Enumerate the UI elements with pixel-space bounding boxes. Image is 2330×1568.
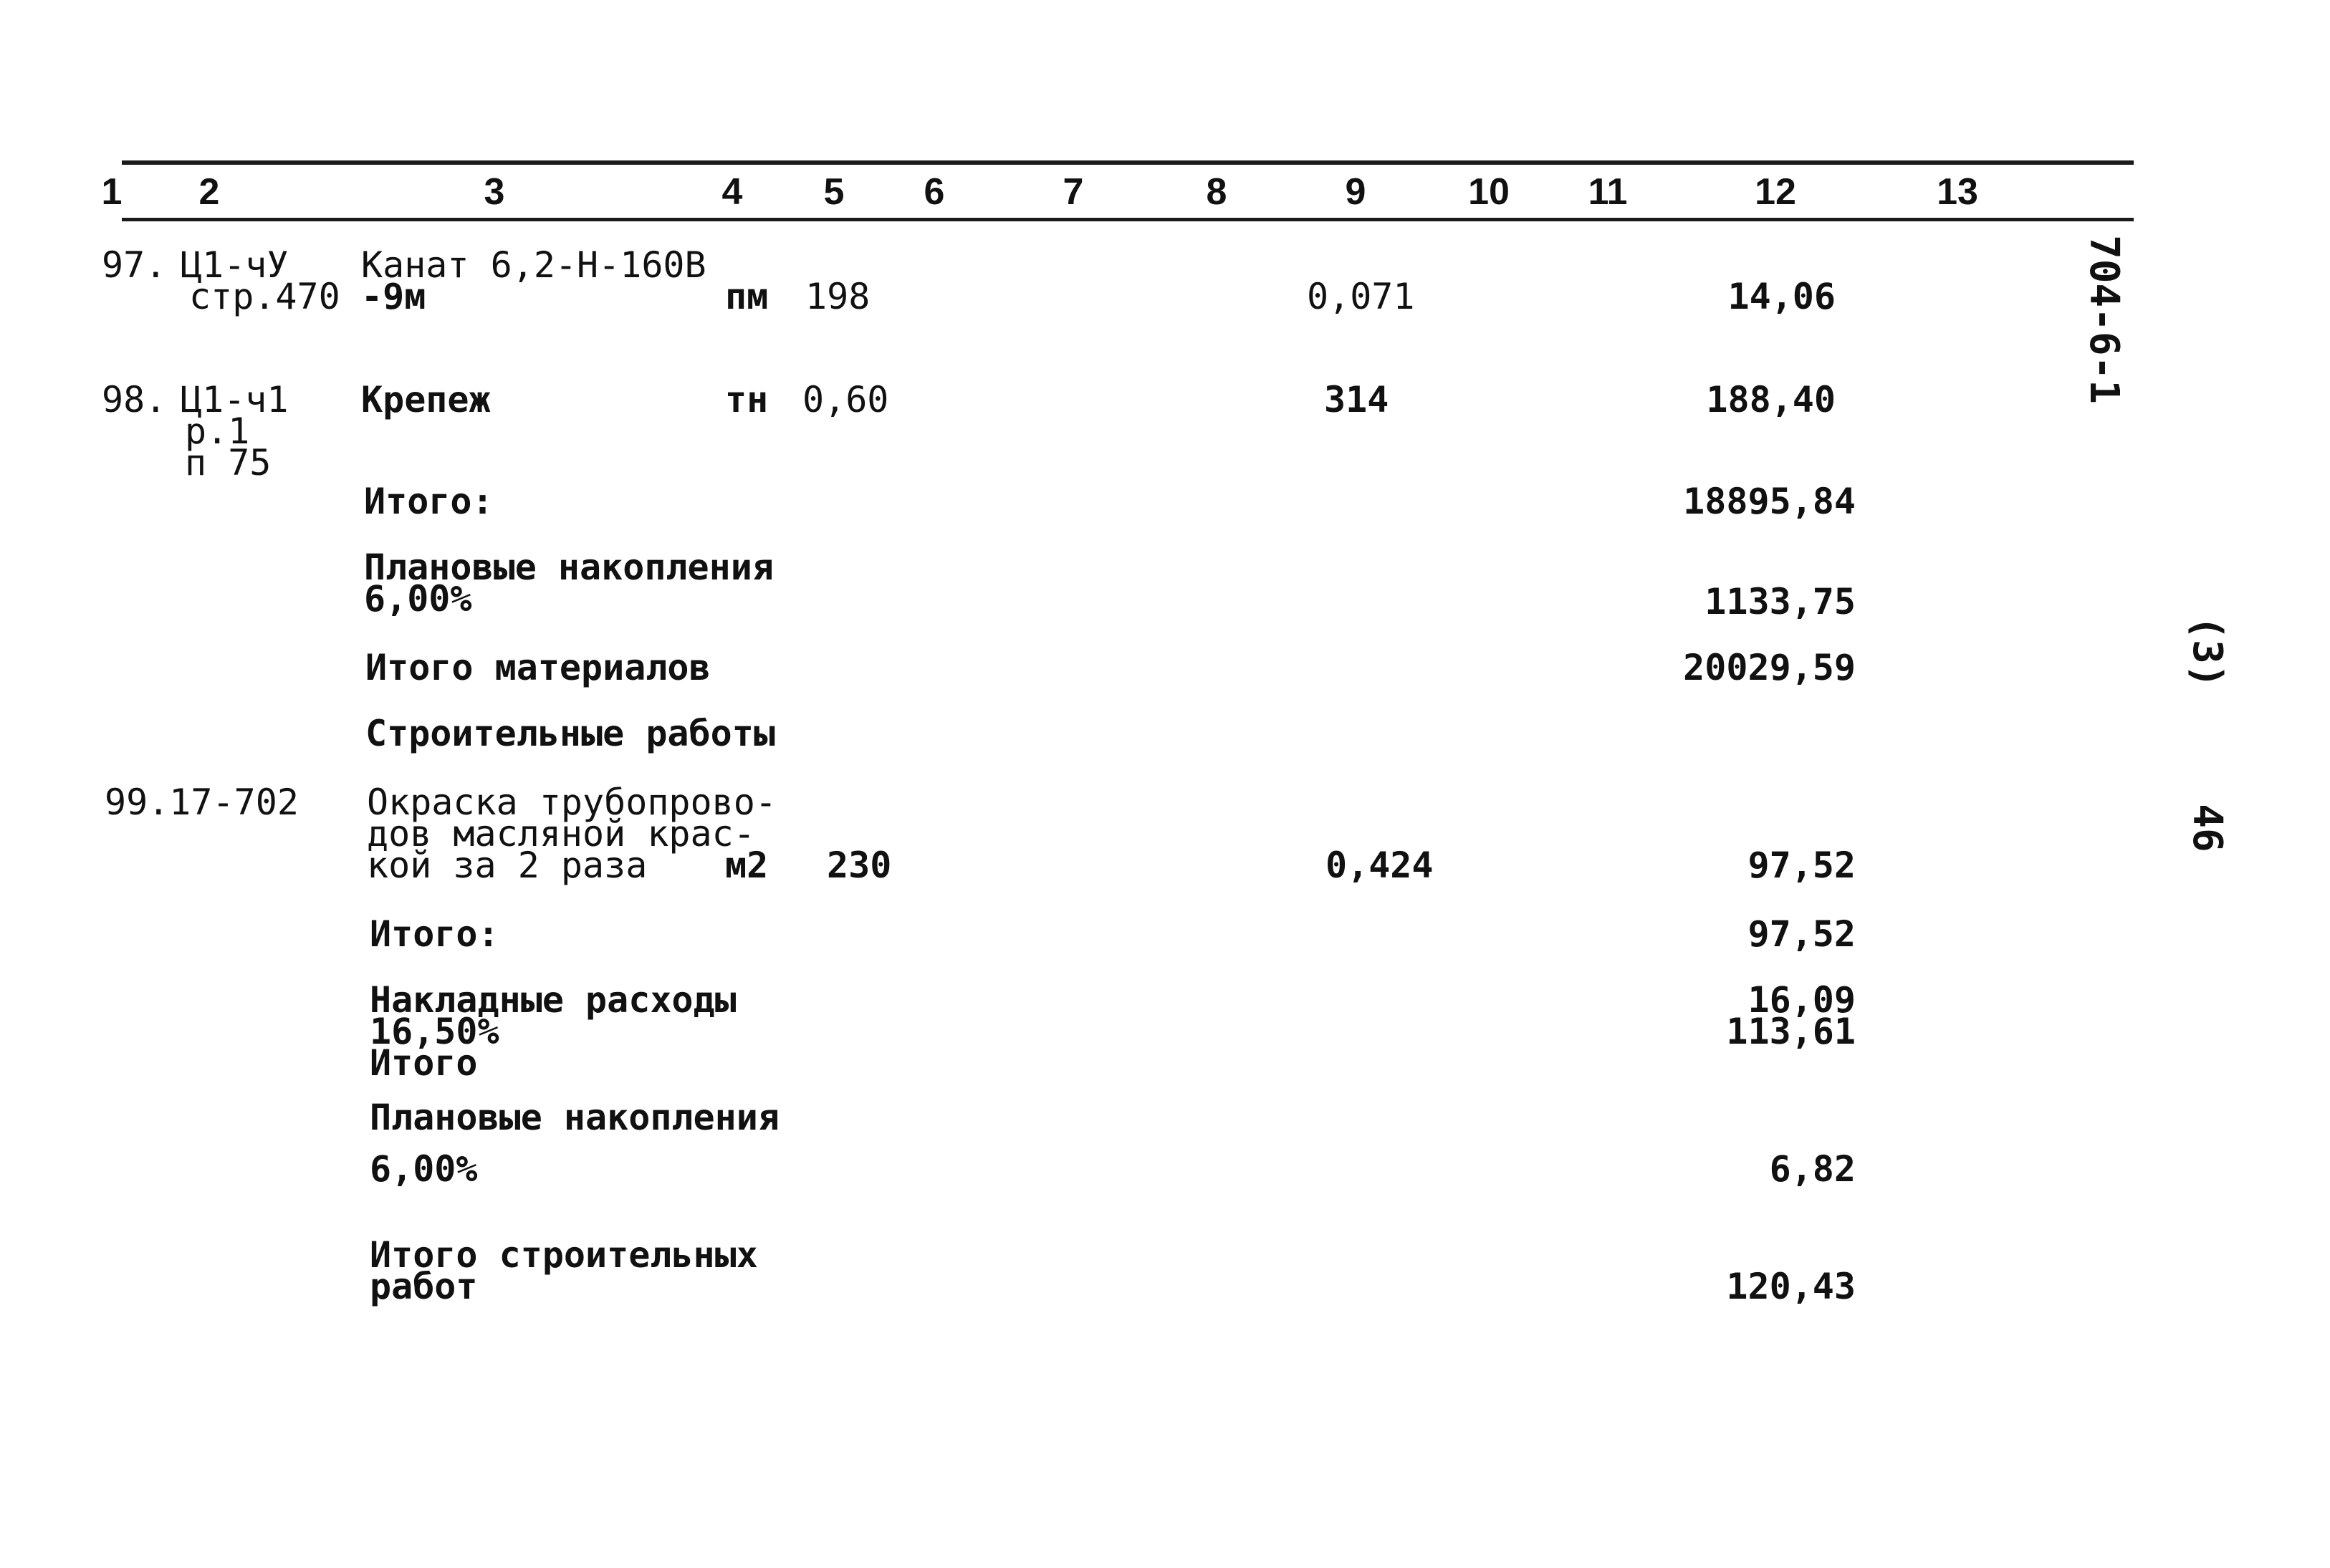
document-code-vertical: 704-6-1 bbox=[2081, 234, 2127, 405]
row-99-quantity: 230 bbox=[827, 845, 892, 886]
planned-accumulations-label: Плановые накопления bbox=[364, 547, 774, 588]
row-99-unit: м2 bbox=[725, 845, 769, 886]
row-98-name: Крепеж bbox=[361, 379, 491, 420]
subtotal-label: Итого: bbox=[364, 481, 494, 522]
row-98-unit-price: 314 bbox=[1324, 379, 1389, 420]
col-header-3: 3 bbox=[484, 171, 505, 213]
row-98-total: 188,40 bbox=[1706, 379, 1836, 420]
row-99-name-2: дов масляной крас- bbox=[367, 813, 755, 855]
planned-accumulations-2-label: Плановые накопления bbox=[370, 1097, 780, 1138]
col-header-6: 6 bbox=[924, 171, 945, 213]
overhead-subtotal-label: Итого bbox=[370, 1042, 478, 1084]
row-99-total: 97,52 bbox=[1748, 845, 1856, 886]
col-header-9: 9 bbox=[1345, 171, 1366, 213]
row-97-unit-price: 0,071 bbox=[1307, 276, 1415, 317]
header-bottom-rule bbox=[122, 218, 2134, 221]
planned-accumulations-rate: 6,00% bbox=[364, 578, 472, 620]
row-99-name-1: Окраска трубопрово- bbox=[367, 781, 777, 823]
row-98-code-3: п 75 bbox=[185, 442, 272, 484]
overhead-value: 16,09 bbox=[1748, 979, 1856, 1021]
planned-accumulations-2-value: 6,82 bbox=[1769, 1148, 1856, 1190]
row-98-code-1: Ц1-ч1 bbox=[181, 379, 289, 420]
row-97-code-1: Ц1-чУ bbox=[181, 244, 289, 286]
row-98-number: 98. bbox=[102, 379, 167, 420]
col-header-8: 8 bbox=[1206, 171, 1227, 213]
subtotal-2-label: Итого: bbox=[370, 913, 499, 955]
subtotal-2-value: 97,52 bbox=[1748, 913, 1856, 955]
col-header-13: 13 bbox=[1937, 171, 1978, 213]
row-98-quantity: 0,60 bbox=[802, 379, 889, 420]
col-header-1: 1 bbox=[101, 171, 123, 213]
row-97-code-2: стр.470 bbox=[189, 276, 340, 317]
row-97-name-2: -9м bbox=[361, 276, 426, 317]
planned-accumulations-2-rate: 6,00% bbox=[370, 1148, 478, 1190]
row-97-unit: пм bbox=[725, 276, 769, 317]
sheet-number-vertical: (3) bbox=[2184, 615, 2230, 688]
materials-total-value: 20029,59 bbox=[1683, 647, 1856, 688]
row-99-number-code: 99.17-702 bbox=[105, 781, 299, 823]
planned-accumulations-value: 1133,75 bbox=[1705, 581, 1856, 622]
overhead-rate: 16,50% bbox=[370, 1011, 499, 1052]
col-header-11: 11 bbox=[1588, 171, 1628, 213]
section-heading: Строительные работы bbox=[365, 713, 775, 754]
table-top-rule bbox=[122, 160, 2134, 165]
construction-total-value: 120,43 bbox=[1726, 1266, 1856, 1307]
page-number-vertical: 46 bbox=[2184, 804, 2230, 852]
overhead-subtotal-value: 113,61 bbox=[1726, 1011, 1856, 1052]
row-98-code-2: р.1 bbox=[185, 410, 250, 452]
col-header-5: 5 bbox=[823, 171, 845, 213]
col-header-10: 10 bbox=[1468, 171, 1510, 213]
construction-total-label-1: Итого строительных bbox=[370, 1234, 758, 1276]
col-header-2: 2 bbox=[198, 171, 220, 213]
row-97-total: 14,06 bbox=[1727, 276, 1836, 317]
row-97-name-1: Канат 6,2-Н-160В bbox=[361, 244, 706, 286]
col-header-7: 7 bbox=[1063, 171, 1084, 213]
row-99-name-3: кой за 2 раза bbox=[367, 845, 648, 886]
col-header-12: 12 bbox=[1755, 171, 1796, 213]
materials-total-label: Итого материалов bbox=[365, 647, 711, 688]
row-97-quantity: 198 bbox=[805, 276, 871, 317]
row-99-unit-price: 0,424 bbox=[1325, 845, 1434, 886]
overhead-label: Накладные расходы bbox=[370, 979, 737, 1021]
row-97-number: 97. bbox=[102, 244, 167, 286]
construction-total-label-2: работ bbox=[370, 1266, 478, 1307]
row-98-unit: тн bbox=[725, 379, 769, 420]
subtotal-value: 18895,84 bbox=[1683, 481, 1856, 522]
col-header-4: 4 bbox=[721, 171, 743, 213]
